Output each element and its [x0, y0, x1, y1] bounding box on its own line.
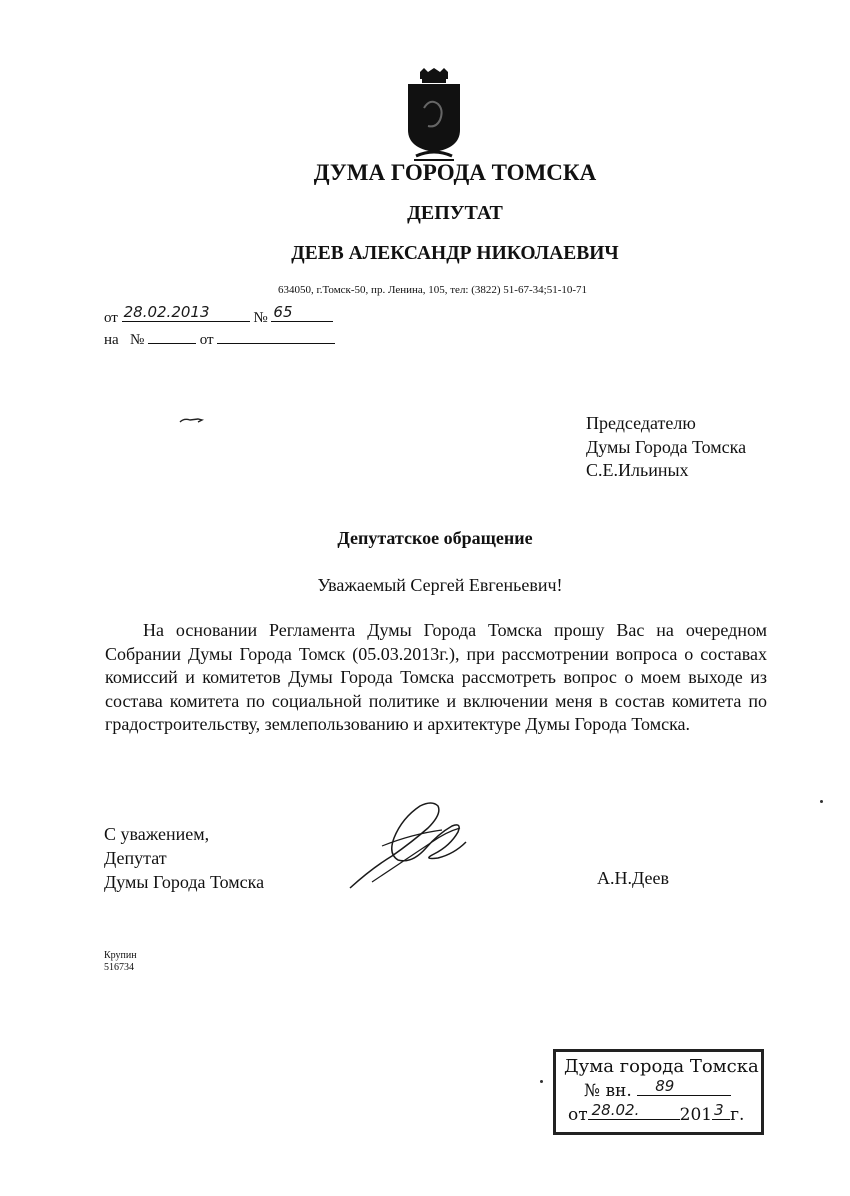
reply-reference	[104, 327, 335, 349]
stamp-number-label: № вн.	[584, 1081, 632, 1101]
stamp-title: Дума города Томска	[564, 1056, 759, 1077]
executor-name: Крупин	[104, 950, 137, 961]
reply-from-label: от	[199, 332, 214, 348]
stamp-year-field	[712, 1101, 730, 1120]
reply-number-field	[148, 327, 196, 344]
stamp-number-field	[637, 1077, 731, 1096]
stamp-date-row	[564, 1101, 753, 1125]
stamp-number-row	[564, 1077, 753, 1101]
addressee-title: Председателю	[586, 413, 696, 433]
from-label: от	[104, 310, 118, 326]
reply-date-field	[217, 327, 335, 344]
registration-stamp	[553, 1049, 764, 1135]
letter-subject: Депутатское обращение	[337, 528, 533, 548]
number-label: №	[253, 310, 268, 326]
closing-phrase: С уважением,	[104, 824, 210, 844]
closing-block	[104, 822, 264, 894]
sender-name: ДЕЕВ АЛЕКСАНДР НИКОЛАЕВИЧ	[291, 243, 619, 264]
closing-organization: Думы Города Томска	[104, 872, 265, 892]
letter-body: На основании Регламента Думы Города Томска прошу Вас на очередном Собрании Думы Города Томск (05.03.2013г.), при рассмотрении вопроса о составах комиссий и комитетов Думы Города Томска рассмотреть вопрос о моем выходе из состава комитета по социальной политике и включении меня в состав комитета по градостроительству, землепользованию и архитектуре Думы Города Томска.	[105, 620, 767, 734]
addressee-organization: Думы Города Томска	[586, 436, 747, 457]
stamp-year-unit: г.	[730, 1105, 745, 1125]
sender-role: ДЕПУТАТ	[407, 202, 503, 224]
executor-phone: 516734	[104, 962, 134, 973]
sender-address: 634050, г.Томск-50, пр. Ленина, 105, тел: (3822) 51-67-34;51-10-71	[278, 284, 588, 296]
handwritten-signature	[342, 798, 472, 894]
handwritten-date: 28.02.2013	[123, 303, 210, 321]
executor-block	[104, 950, 137, 974]
stamp-year-prefix: 201	[679, 1105, 713, 1125]
scan-speck	[540, 1080, 543, 1083]
number-field	[271, 305, 333, 322]
stamp-handwritten-year: 3	[714, 1101, 724, 1119]
stamp-from-label: от	[568, 1105, 588, 1125]
coat-of-arms-icon	[406, 68, 462, 163]
letter-salutation: Уважаемый Сергей Евгеньевич!	[317, 575, 563, 595]
signer-name: А.Н.Деев	[597, 868, 669, 888]
closing-role: Депутат	[104, 848, 167, 868]
stamp-handwritten-date: 28.02.	[591, 1101, 640, 1119]
stray-pen-mark	[178, 414, 204, 426]
outgoing-reference	[104, 305, 333, 327]
organization-name: ДУМА ГОРОДА ТОМСКА	[313, 160, 597, 185]
addressee-name: С.Е.Ильиных	[586, 460, 689, 480]
stamp-date-field	[588, 1101, 680, 1120]
reply-label: на	[104, 332, 119, 348]
from-date-field	[122, 305, 250, 322]
stamp-handwritten-number: 89	[655, 1077, 675, 1095]
reply-number-label: №	[129, 332, 145, 348]
handwritten-number: 65	[273, 303, 293, 321]
addressee-block	[586, 412, 746, 483]
scan-speck	[820, 800, 823, 803]
